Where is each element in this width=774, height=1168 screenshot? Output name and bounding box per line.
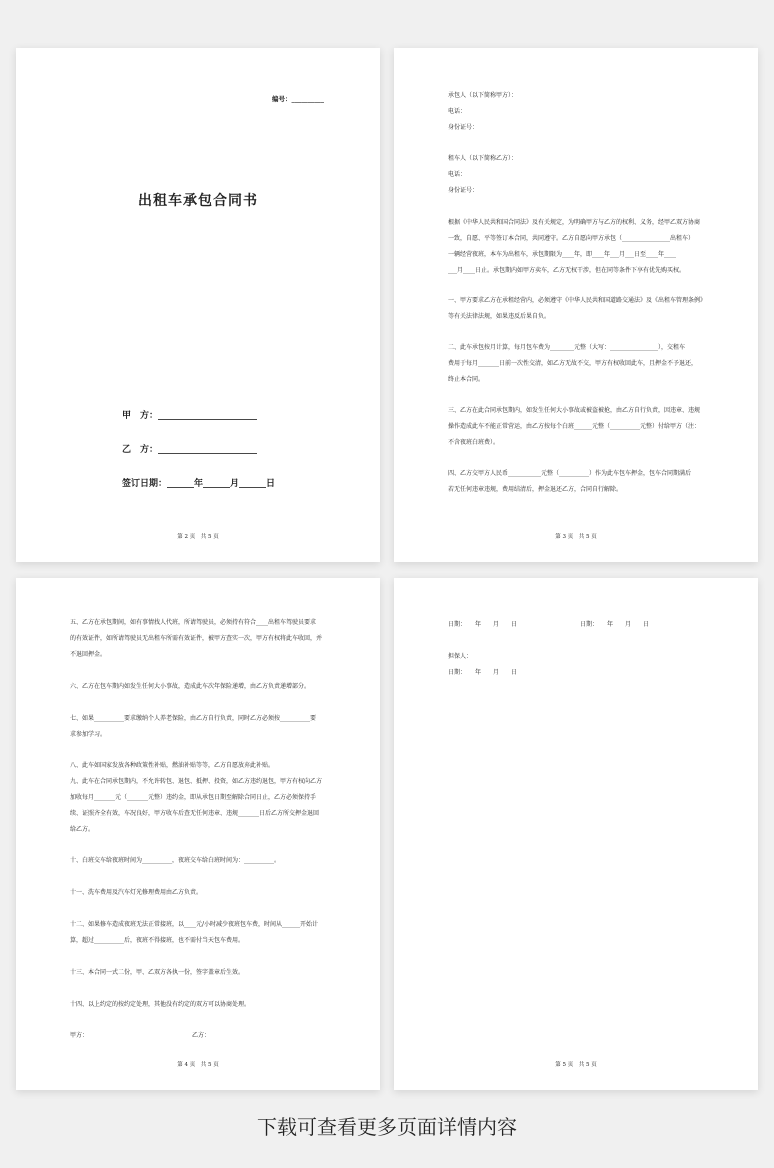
text-line: 费用于每月_______日前一次性交清，如乙方无故不交，甲方有权收回此车，且押金不予退还，	[448, 360, 698, 367]
contract-number: 编号：__________	[272, 95, 324, 103]
text-line: 九、此车在合同承包期内，不允许转包、退包、抵押、投资，如乙方违约退包，甲方有权向乙方	[70, 778, 323, 785]
contract-page-4	[16, 578, 380, 1090]
text-line: 的有效证件，如所请驾驶员无出租车所需有效证件，被甲方查实一次，甲方有权将此车收回，并	[70, 635, 323, 642]
text-line: 根据《中华人民共和国合同法》及有关规定，为明确甲方与乙方的权利、义务，经甲乙双方协商	[448, 219, 701, 226]
text-line: ___月____日止。承包期内如甲方卖车，乙方无权干涉，但在同等条件下享有优先购买权。	[448, 267, 686, 274]
text-line: 一、甲方要求乙方在承租经营内，必须遵守《中华人民共和国道路交通法》及《出租车管理条例》	[448, 297, 707, 304]
party-b-signature: 乙方：	[192, 1032, 211, 1039]
text-line: 不退回押金。	[70, 651, 107, 658]
party-a-field: 甲 方：______________________	[122, 411, 258, 421]
text-line: 一辆经营夜班，本车为出租车，承包期限为____年，即____年___月___日至____年____	[448, 251, 677, 258]
text-line: 身份证号：	[448, 187, 479, 194]
page-footer: 第 5 页 共 5 页	[555, 1062, 597, 1068]
page-footer: 第 3 页 共 5 页	[555, 534, 597, 540]
text-line: 续、证照齐全有效，车况良好，甲方收车后查无任何违章、违规_______日后乙方所交押金退回	[70, 810, 320, 817]
text-line: 若无任何违章违规，费用结清后，押金退还乙方，合同自行解除。	[448, 486, 623, 493]
text-line: 五、乙方在承包期间，如有事情找人代班，所请驾驶员，必须持有符合____出租车驾驶员要求	[70, 619, 317, 626]
text-line: 十、白班交车给夜班时间为__________，夜班交车给白班时间为：__________。	[70, 857, 281, 864]
text-line: 电话：	[448, 108, 467, 115]
download-caption: 下载可查看更多页面详情内容	[257, 1115, 517, 1139]
text-line: 一致，自愿、平等签订本合同，共同遵守。乙方自愿向甲方承包（________________出租车）	[448, 235, 695, 242]
contract-page-3	[394, 48, 758, 562]
text-line: 十一、洗车费用及汽车灯光修理费用由乙方负责。	[70, 889, 203, 896]
text-line: 操作造成此车不能正常营运，由乙方按每个白班______元整（__________元整）付给甲方（注：	[448, 423, 701, 430]
text-line: 八、此车如国家发放各种政策性补贴，燃油补贴等等，乙方自愿放弃此补贴。	[70, 762, 275, 769]
date-guarantor: 日期： 年 月 日	[448, 669, 518, 676]
text-line: 十二、如果修车造成夜班无法正常接班，以____元/小时减少夜班包车费，时间从______开始计	[70, 921, 319, 928]
text-line: 租车人（以下简称乙方）：	[448, 155, 518, 162]
text-line: 给乙方。	[70, 826, 95, 833]
text-line: 三、乙方在此合同承包期内，如发生任何大小事故或被盗被抢，由乙方自行负责，因违章、违规	[448, 407, 701, 414]
text-line: 求参加学习。	[70, 731, 107, 738]
party-b-field: 乙 方：______________________	[122, 445, 258, 455]
text-line: 身份证号：	[448, 124, 479, 131]
date-right: 日期： 年 月 日	[580, 621, 650, 628]
cover-page	[16, 48, 380, 562]
text-line: 四、乙方交甲方人民币___________元整（__________）作为此车包车押金，包车合同期满后	[448, 470, 692, 477]
page-footer: 第 2 页 共 5 页	[177, 534, 219, 540]
page-footer: 第 4 页 共 5 页	[177, 1062, 219, 1068]
party-a-signature: 甲方：	[70, 1032, 89, 1039]
text-line: 十四、以上约定的按约定处理，其他没有约定的双方可以协商处理。	[70, 1001, 251, 1008]
text-line: 终止本合同。	[448, 376, 485, 383]
text-line: 加收每月_______元（_______元整）违约金，即从承包日期至解除合同日止，乙方必须保持手	[70, 794, 317, 801]
text-line: 等有关法律法规，如果违反后果自负。	[448, 313, 551, 320]
guarantor-label: 担保人：	[448, 653, 473, 660]
text-line: 七、如果__________要求缴纳个人养老保险，由乙方自行负责，同时乙方必须按__________要	[70, 715, 317, 722]
text-line: 六、乙方在包车期内如发生任何大小事故，造成此车次年保险递增，由乙方负责递增部分。	[70, 683, 311, 690]
page-title: 出租车承包合同书	[138, 193, 258, 209]
text-line: 电话：	[448, 171, 467, 178]
text-line: 十三、本合同一式二份，甲、乙双方各执一份，签字盖章后生效。	[70, 969, 245, 976]
text-line: 二、此车承包按月计算，每月包车费为________元整（大写：________________），交租车	[448, 344, 686, 351]
date-left: 日期： 年 月 日	[448, 621, 518, 628]
sign-date-field: 签订日期：______年______月______日	[122, 479, 276, 489]
text-line: 承包人（以下简称甲方）：	[448, 92, 518, 99]
contract-page-5	[394, 578, 758, 1090]
text-line: 不含夜班白班费）。	[448, 439, 500, 446]
text-line: 算，超过__________后，夜班不得接班，也不需付当天包车费用。	[70, 937, 245, 944]
